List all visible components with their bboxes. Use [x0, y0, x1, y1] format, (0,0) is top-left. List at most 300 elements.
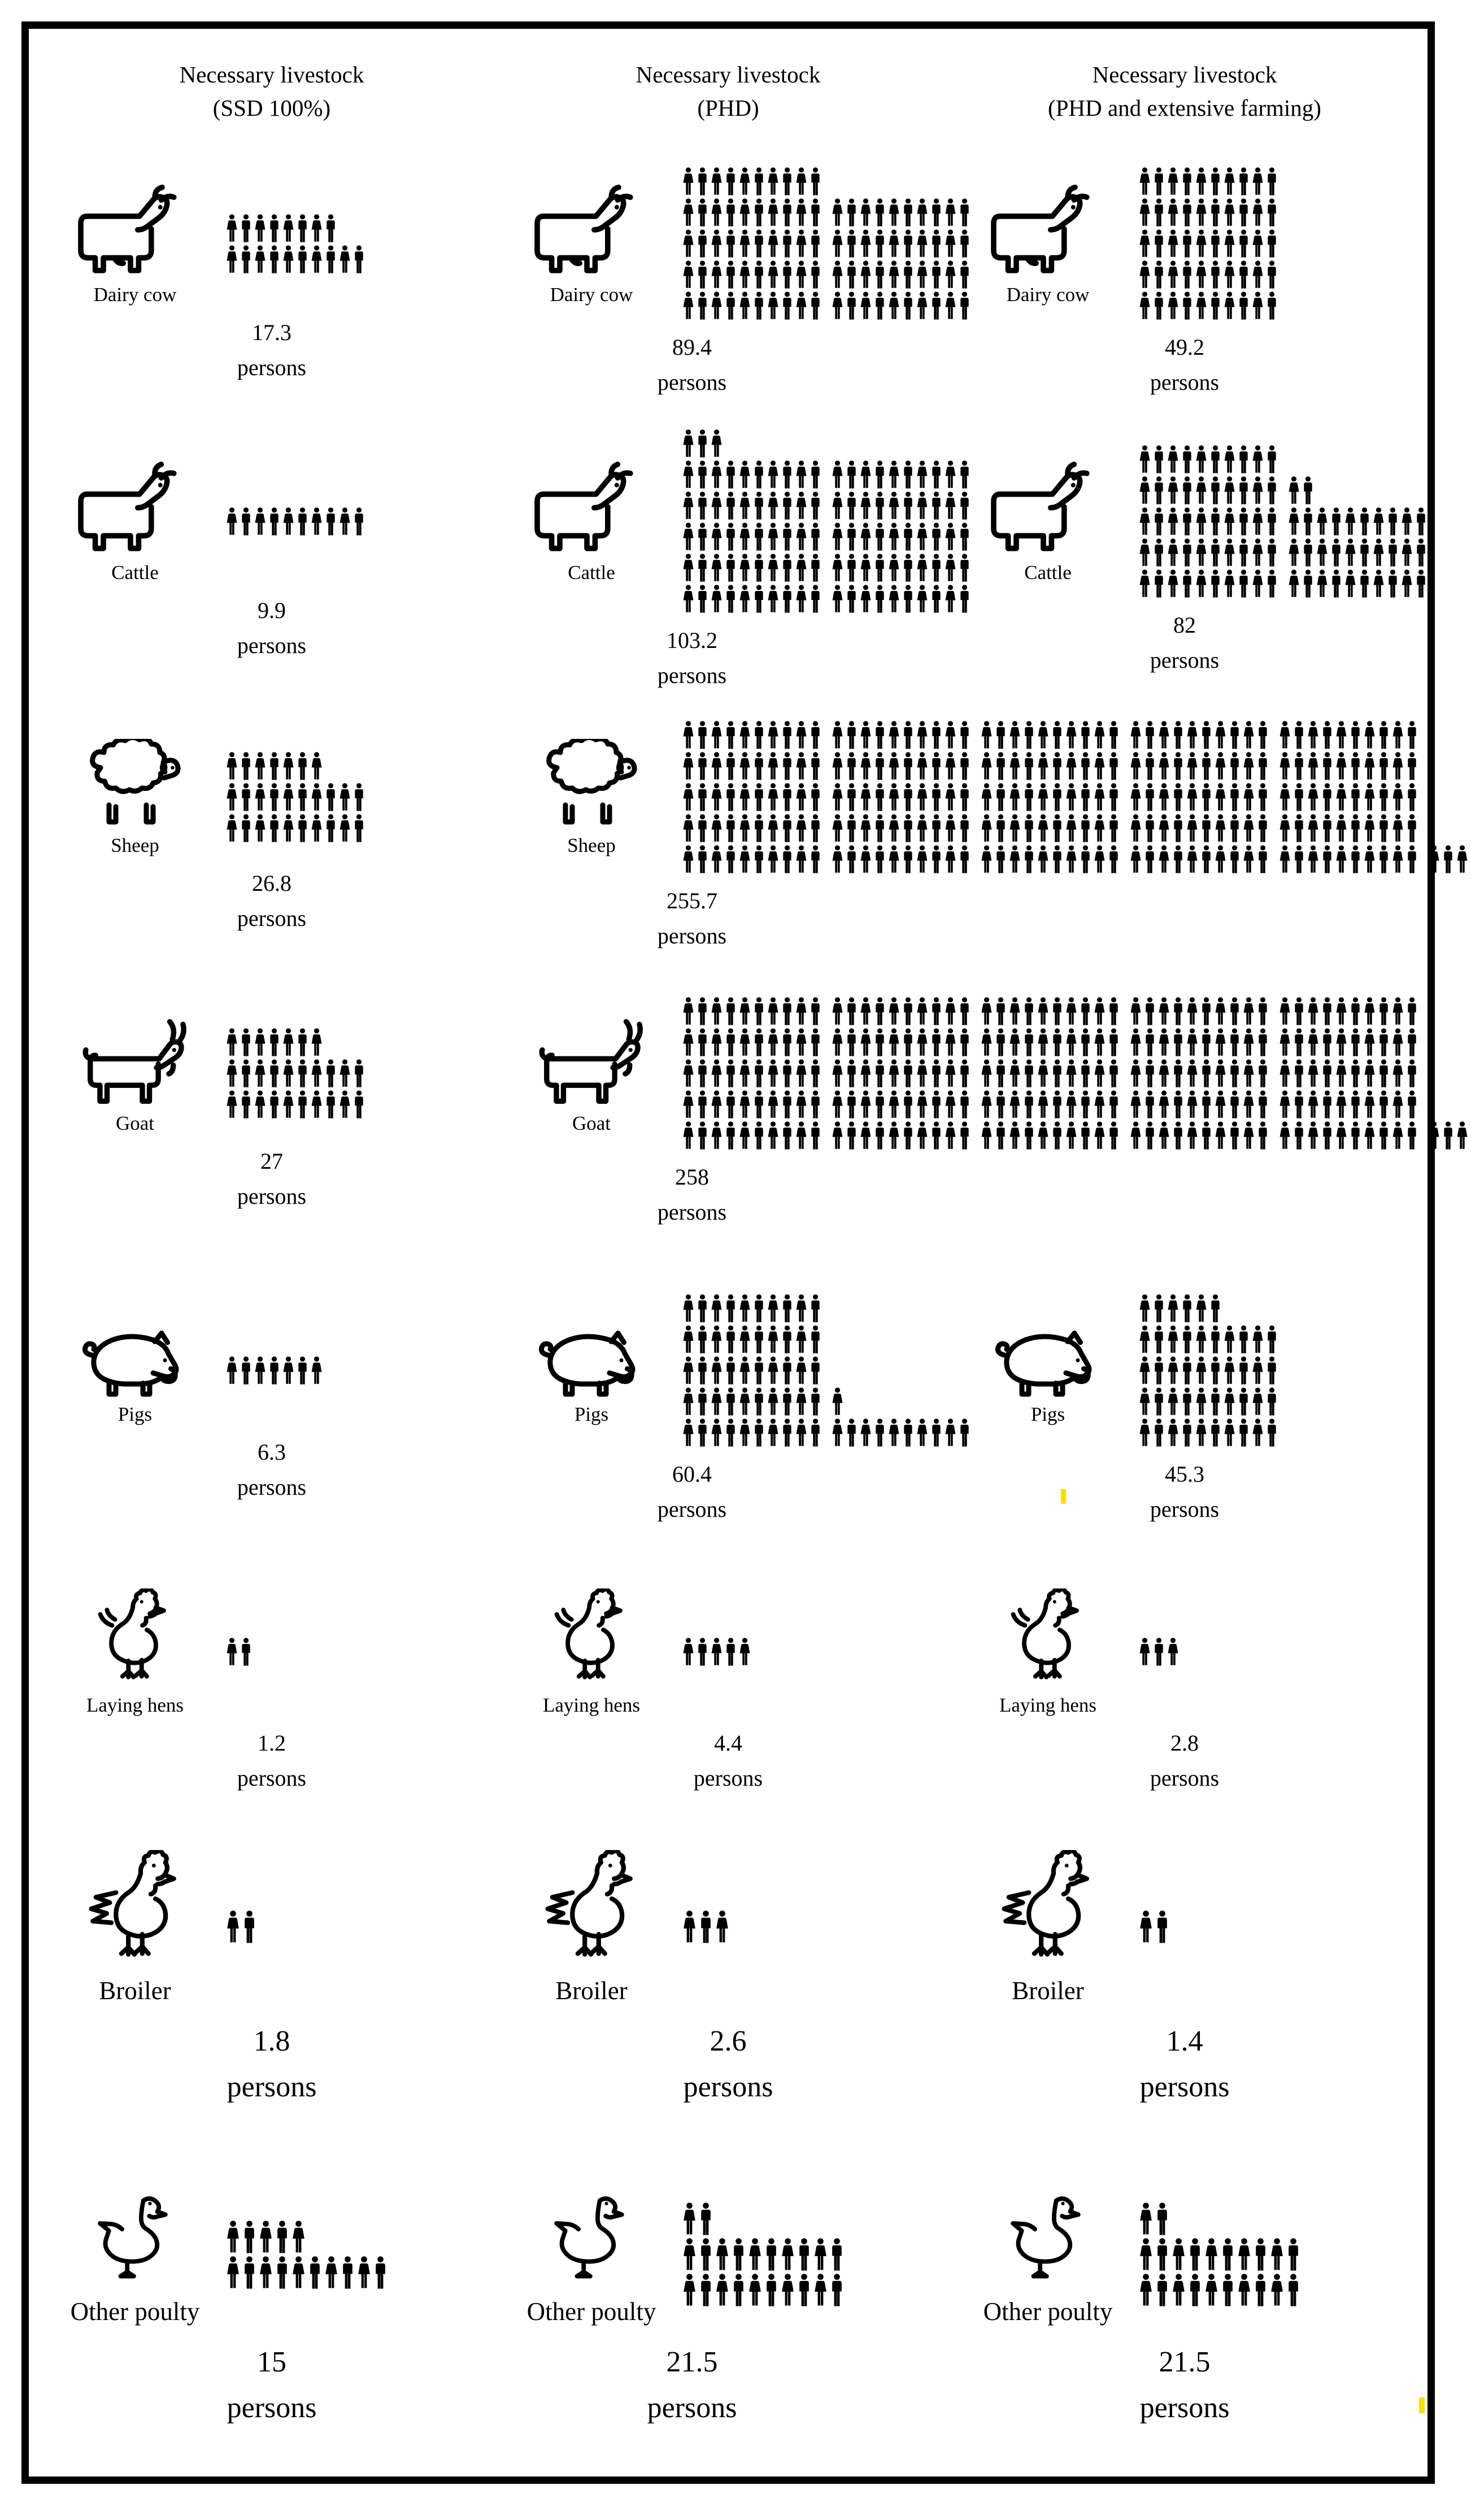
person-icon [767, 721, 780, 750]
person-icon [859, 260, 872, 290]
person-icon [738, 783, 751, 812]
animal-label: Dairy cow [1006, 284, 1090, 306]
person-icon [944, 554, 957, 583]
value-block [1111, 2019, 1258, 2110]
person-icon [240, 1090, 253, 1120]
person-icon [958, 783, 971, 812]
person-icon [1138, 1638, 1151, 1667]
person-icon [1307, 1090, 1320, 1120]
person-icon [1195, 1294, 1208, 1324]
person-icon [781, 554, 794, 583]
person-icon [310, 214, 323, 243]
person-row [682, 1059, 1420, 1089]
chart-cell [500, 997, 1413, 1230]
person-icon [1195, 538, 1208, 568]
person-icon [930, 783, 943, 812]
person-icon [767, 783, 780, 812]
person-row [1138, 198, 1279, 228]
person-icon [1442, 1121, 1455, 1151]
person-icon [373, 2256, 388, 2290]
person-icon [1307, 783, 1320, 812]
person-icon [1242, 997, 1255, 1026]
person-icon [1155, 1910, 1170, 1944]
person-icon [1093, 1059, 1106, 1089]
person-icon [1456, 845, 1469, 874]
person-icon [1167, 229, 1180, 259]
person-icon [1349, 752, 1362, 781]
person-icon [845, 1028, 858, 1057]
person-icon [324, 2256, 339, 2290]
person-icon [1008, 1090, 1021, 1120]
person-icon [1372, 507, 1385, 537]
person-icon [1220, 2238, 1235, 2272]
person-row [1138, 1910, 1171, 1944]
person-icon [1195, 507, 1208, 537]
person-icon [1209, 1294, 1222, 1324]
broiler-icon [534, 1850, 650, 1974]
person-icon [282, 783, 295, 812]
person-icon [1286, 2238, 1301, 2272]
person-icon [1152, 476, 1165, 506]
person-icon [887, 1418, 900, 1448]
person-icon [1065, 1090, 1078, 1120]
person-icon [1186, 1059, 1199, 1089]
person-icon [1214, 845, 1227, 874]
person-icon [1400, 538, 1413, 568]
unit-text: persons [1150, 647, 1220, 673]
pictogram-21.5 [682, 2203, 846, 2308]
person-icon [1079, 997, 1092, 1026]
person-icon [352, 814, 365, 843]
person-icon [902, 1059, 915, 1089]
person-icon [1377, 783, 1390, 812]
person-icon [1214, 814, 1227, 843]
person-icon [240, 1638, 253, 1667]
person-icon [1228, 721, 1241, 750]
person-icon [682, 1121, 695, 1151]
column-header-line1: Necessary livestock [179, 62, 364, 88]
person-icon [1344, 507, 1357, 537]
value-block [619, 2340, 765, 2431]
person-icon [1172, 997, 1185, 1026]
person-icon [916, 1059, 929, 1089]
chart-cell [500, 167, 956, 400]
person-icon [752, 1387, 765, 1417]
person-icon [696, 585, 709, 614]
person-icon [873, 997, 886, 1026]
chart-cell [43, 1013, 500, 1214]
person-icon [1157, 1090, 1170, 1120]
person-icon [352, 507, 365, 537]
person-icon [1172, 752, 1185, 781]
person-icon [767, 554, 780, 583]
person-icon [752, 523, 765, 552]
person-icon [225, 1059, 238, 1089]
person-icon [809, 1059, 822, 1089]
pictogram-82 [1138, 445, 1413, 599]
person-icon [1181, 1325, 1194, 1355]
person-icon [916, 997, 929, 1026]
person-icon [994, 1090, 1007, 1120]
person-icon [1195, 569, 1208, 599]
person-icon [1195, 1418, 1208, 1448]
animal-block [516, 1013, 667, 1135]
person-icon [1286, 2274, 1301, 2308]
person-icon [930, 491, 943, 521]
value-block [198, 2019, 345, 2110]
person-icon [781, 783, 794, 812]
person-icon [696, 1294, 709, 1324]
person-icon [859, 460, 872, 490]
person-icon [1251, 445, 1264, 475]
person-icon [240, 1059, 253, 1089]
person-icon [1037, 845, 1050, 874]
person-icon [902, 752, 915, 781]
person-icon [1037, 752, 1050, 781]
person-icon [710, 260, 723, 290]
person-icon [724, 167, 737, 197]
person-icon [240, 783, 253, 812]
person-icon [809, 523, 822, 552]
person-icon [710, 1418, 723, 1448]
person-icon [930, 845, 943, 874]
person-icon [1172, 845, 1185, 874]
person-icon [1228, 1028, 1241, 1057]
person-icon [225, 1638, 238, 1667]
person-icon [225, 783, 238, 812]
person-icon [831, 229, 844, 259]
person-icon [887, 291, 900, 321]
person-icon [738, 167, 751, 197]
person-icon [1157, 752, 1170, 781]
person-icon [324, 1059, 337, 1089]
person-icon [1237, 538, 1250, 568]
person-icon [795, 1325, 808, 1355]
person-icon [268, 245, 281, 275]
person-icon [696, 1090, 709, 1120]
unit-text: persons [237, 905, 307, 931]
person-icon [1287, 476, 1300, 506]
person-icon [1152, 569, 1165, 599]
person-icon [1223, 569, 1236, 599]
person-icon [1152, 1418, 1165, 1448]
unit-text: persons [683, 2070, 773, 2103]
person-icon [845, 523, 858, 552]
person-row [682, 1294, 823, 1324]
person-icon [1138, 2238, 1154, 2272]
person-icon [338, 1059, 351, 1089]
value-text: 255.7 [667, 888, 717, 913]
person-icon [781, 845, 794, 874]
person-icon [682, 2203, 697, 2236]
person-icon [829, 2274, 845, 2308]
person-icon [275, 2221, 290, 2254]
value-text: 1.2 [258, 1730, 286, 1756]
person-row [225, 214, 338, 243]
person-row [682, 198, 972, 228]
person-row [682, 2238, 846, 2272]
person-icon [1335, 1090, 1348, 1120]
person-icon [1265, 1387, 1278, 1417]
person-icon [902, 1121, 915, 1151]
person-icon [994, 721, 1007, 750]
person-icon [780, 2238, 795, 2272]
person-row [1138, 291, 1279, 321]
person-icon [1302, 476, 1315, 506]
person-icon [845, 291, 858, 321]
person-icon [240, 814, 253, 843]
person-icon [1292, 1121, 1305, 1151]
person-icon [738, 1294, 751, 1324]
person-icon [715, 2238, 730, 2272]
person-icon [1129, 1121, 1142, 1151]
person-icon [887, 814, 900, 843]
person-icon [1195, 1356, 1208, 1386]
person-icon [930, 721, 943, 750]
person-icon [1065, 1121, 1078, 1151]
person-icon [1251, 260, 1264, 290]
pictogram-15 [225, 2221, 389, 2290]
person-icon [1022, 1028, 1035, 1057]
person-icon [1186, 752, 1199, 781]
person-icon [1008, 1059, 1021, 1089]
person-icon [225, 1090, 238, 1120]
person-icon [1265, 445, 1278, 475]
pictogram-6.3 [225, 1356, 324, 1386]
person-icon [752, 1121, 765, 1151]
person-icon [781, 1387, 794, 1417]
cattle-icon [980, 460, 1116, 559]
person-icon [724, 1325, 737, 1355]
person-icon [767, 491, 780, 521]
pictogram-26.8 [225, 752, 367, 843]
person-icon [296, 1356, 309, 1386]
person-icon [1377, 814, 1390, 843]
person-icon [873, 585, 886, 614]
broiler-icon [990, 1850, 1106, 1974]
chart-cell [500, 1850, 956, 2110]
chart-cell [956, 2184, 1413, 2431]
person-icon [980, 814, 993, 843]
person-icon [1186, 814, 1199, 843]
person-icon [887, 523, 900, 552]
person-icon [809, 1028, 822, 1057]
value-block [1111, 2340, 1258, 2431]
person-icon [724, 523, 737, 552]
person-icon [268, 214, 281, 243]
person-icon [1377, 1059, 1390, 1089]
person-icon [1442, 845, 1455, 874]
animal-block [59, 460, 211, 584]
person-icon [994, 997, 1007, 1026]
person-row [682, 783, 1420, 812]
person-icon [902, 198, 915, 228]
person-row [225, 783, 367, 812]
person-icon [1237, 1418, 1250, 1448]
person-icon [1256, 1121, 1269, 1151]
person-icon [1405, 845, 1418, 874]
person-icon [1181, 229, 1194, 259]
person-icon [715, 2274, 730, 2308]
person-icon [831, 291, 844, 321]
chart-row-sheep [43, 704, 1413, 970]
person-icon [310, 1090, 323, 1120]
person-icon [1278, 997, 1291, 1026]
person-icon [930, 229, 943, 259]
person-icon [1415, 538, 1428, 568]
person-icon [225, 2256, 241, 2290]
person-icon [1129, 721, 1142, 750]
person-icon [764, 2238, 779, 2272]
person-icon [1391, 1028, 1404, 1057]
sheep-icon [72, 739, 199, 832]
person-icon [1237, 476, 1250, 506]
person-icon [338, 245, 351, 275]
person-icon [1349, 1028, 1362, 1057]
pictogram-4.4 [682, 1638, 752, 1667]
pictogram-1.2 [225, 1638, 254, 1667]
person-icon [1037, 783, 1050, 812]
person-icon [1079, 1121, 1092, 1151]
person-icon [795, 1028, 808, 1057]
person-icon [738, 1418, 751, 1448]
person-icon [1228, 783, 1241, 812]
person-icon [916, 523, 929, 552]
value-text: 1.8 [253, 2025, 290, 2057]
chart-cell [956, 1588, 1413, 1796]
person-icon [767, 814, 780, 843]
person-icon [859, 845, 872, 874]
person-icon [1152, 1387, 1165, 1417]
cell-top [500, 721, 1413, 874]
person-icon [1107, 1090, 1120, 1120]
person-icon [268, 1028, 281, 1057]
person-icon [958, 997, 971, 1026]
person-icon [296, 1090, 309, 1120]
person-icon [781, 460, 794, 490]
person-icon [1172, 1090, 1185, 1120]
person-icon [338, 783, 351, 812]
person-icon [795, 1356, 808, 1386]
cell-top [956, 1294, 1413, 1448]
person-icon [980, 721, 993, 750]
person-icon [1265, 569, 1278, 599]
person-icon [859, 783, 872, 812]
person-icon [829, 2238, 845, 2272]
person-icon [1321, 814, 1334, 843]
person-icon [338, 507, 351, 537]
person-icon [682, 460, 695, 490]
person-icon [1138, 1418, 1151, 1448]
person-icon [1321, 1121, 1334, 1151]
person-icon [859, 229, 872, 259]
chart-cell [500, 1588, 956, 1796]
person-icon [809, 721, 822, 750]
person-icon [1292, 721, 1305, 750]
person-icon [944, 260, 957, 290]
person-icon [752, 1294, 765, 1324]
chart-cell [500, 429, 956, 693]
person-icon [930, 198, 943, 228]
person-icon [944, 814, 957, 843]
person-icon [1181, 198, 1194, 228]
person-icon [944, 198, 957, 228]
animal-block [972, 1316, 1124, 1426]
person-icon [1386, 507, 1399, 537]
person-icon [1157, 845, 1170, 874]
cell-top [956, 167, 1413, 321]
person-icon [225, 507, 238, 537]
person-icon [795, 1387, 808, 1417]
person-icon [845, 814, 858, 843]
person-row [225, 752, 324, 781]
value-block [198, 1726, 345, 1796]
person-icon [930, 1059, 943, 1089]
person-icon [1265, 167, 1278, 197]
person-icon [1349, 845, 1362, 874]
goat-icon [69, 1013, 202, 1110]
person-icon [738, 554, 751, 583]
person-icon [1022, 997, 1035, 1026]
person-icon [944, 460, 957, 490]
person-icon [809, 1356, 822, 1386]
person-icon [254, 752, 267, 781]
person-row [1138, 2238, 1302, 2272]
person-icon [887, 997, 900, 1026]
person-icon [1214, 1090, 1227, 1120]
person-icon [930, 523, 943, 552]
person-icon [845, 198, 858, 228]
person-icon [1256, 752, 1269, 781]
highlight-mark-1 [1419, 2397, 1425, 2413]
person-icon [1204, 2274, 1219, 2308]
person-icon [1143, 1090, 1156, 1120]
person-icon [1022, 1059, 1035, 1089]
person-icon [1107, 1121, 1120, 1151]
person-icon [1065, 752, 1078, 781]
animal-block [972, 1850, 1124, 2005]
person-icon [1400, 569, 1413, 599]
person-icon [902, 845, 915, 874]
person-icon [225, 1910, 241, 1944]
person-icon [240, 214, 253, 243]
animal-block [972, 460, 1124, 584]
person-row [682, 2274, 846, 2308]
pig-icon [528, 1316, 655, 1401]
person-icon [1051, 997, 1064, 1026]
person-icon [1209, 167, 1222, 197]
value-text: 45.3 [1165, 1461, 1204, 1487]
person-icon [1138, 538, 1151, 568]
cell-top [500, 1588, 956, 1717]
person-icon [1143, 752, 1156, 781]
person-icon [1287, 538, 1300, 568]
person-icon [1200, 814, 1213, 843]
animal-block [59, 1588, 211, 1717]
person-icon [887, 585, 900, 614]
animal-label: Goat [572, 1112, 611, 1134]
person-icon [916, 721, 929, 750]
person-icon [710, 1638, 723, 1667]
person-icon [1051, 721, 1064, 750]
person-icon [1186, 997, 1199, 1026]
person-icon [1200, 1121, 1213, 1151]
person-icon [887, 1090, 900, 1120]
person-icon [781, 291, 794, 321]
person-icon [1321, 1028, 1334, 1057]
person-icon [1251, 1356, 1264, 1386]
person-icon [1008, 783, 1021, 812]
